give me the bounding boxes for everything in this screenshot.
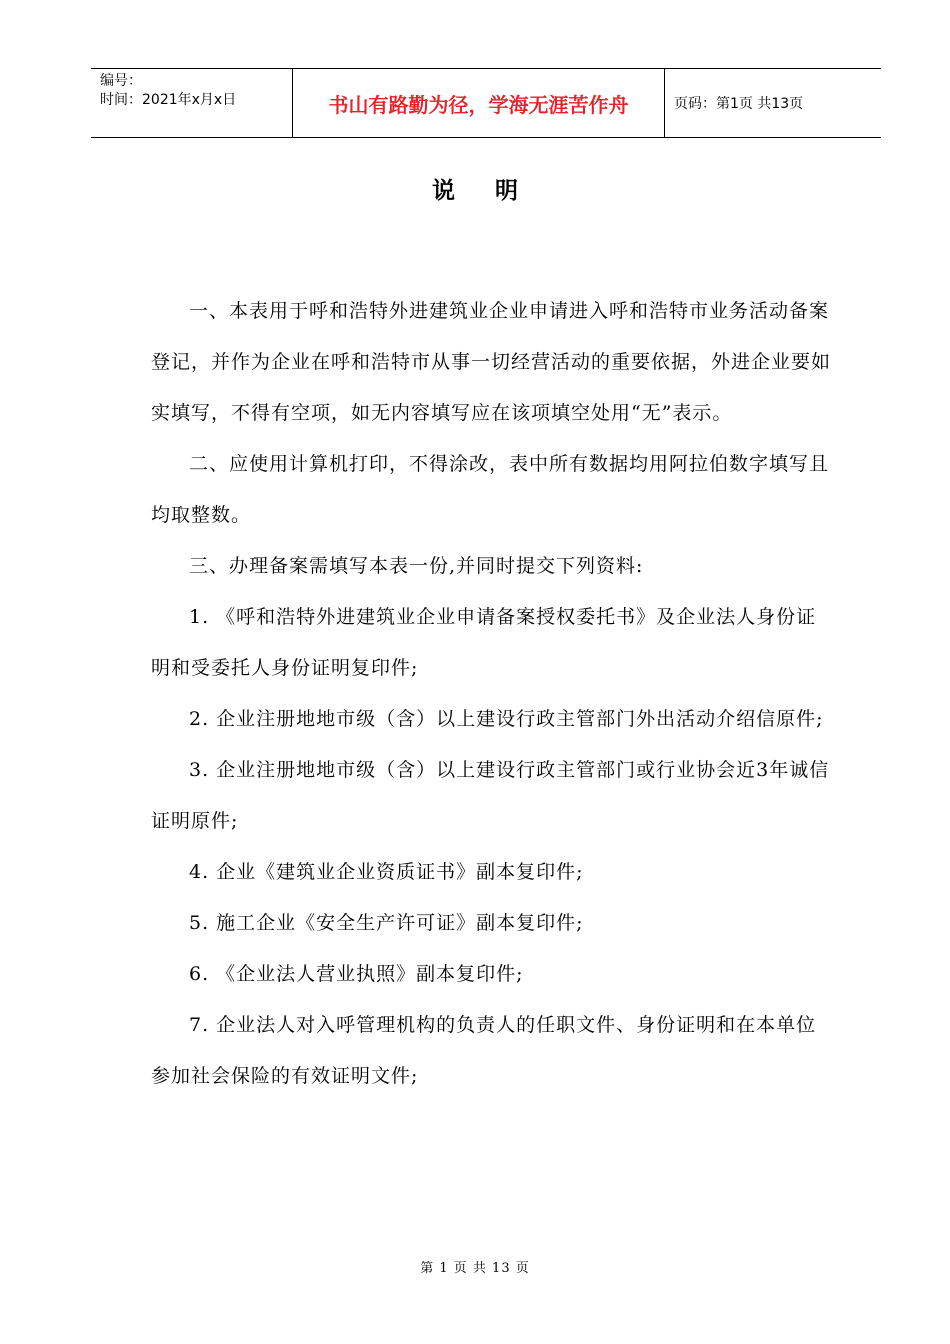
time-label: 时间：2021年x月x日: [100, 92, 237, 108]
motto: 书山有路勤为径，学海无涯苦作舟: [328, 92, 629, 117]
paragraph: 三、办理备案需填写本表一份,并同时提交下列资料:: [189, 555, 644, 577]
list-item: 3. 企业注册地地市级（含）以上建设行政主管部门或行业协会近3年诚信证明原件;: [151, 759, 830, 832]
page-title: 说明: [432, 178, 558, 204]
list-item: 1. 《呼和浩特外进建筑业企业申请备案授权委托书》及企业法人身份证明和受委托人身份证明复印件;: [151, 606, 817, 679]
list-item: 7. 企业法人对入呼管理机构的负责人的任职文件、身份证明和在本单位参加社会保险的有效证明文件;: [151, 1014, 817, 1087]
header-meta: [100, 72, 236, 110]
page-footer: 第 1 页 共 13 页: [420, 1261, 530, 1276]
code-label: 编号：: [100, 73, 142, 89]
list-item: 2. 企业注册地地市级（含）以上建设行政主管部门外出活动介绍信原件;: [189, 708, 824, 730]
list-item: 5. 施工企业《安全生产许可证》副本复印件;: [189, 912, 584, 934]
page-info: 页码：第1页 共13页: [674, 96, 804, 112]
paragraph: 二、应使用计算机打印，不得涂改，表中所有数据均用阿拉伯数字填写且均取整数。: [151, 453, 830, 526]
list-item: 6. 《企业法人营业执照》副本复印件;: [189, 963, 524, 985]
list-item: 4. 企业《建筑业企业资质证书》副本复印件;: [189, 861, 584, 883]
document-body: [151, 286, 831, 1102]
paragraph: 一、本表用于呼和浩特外进建筑业企业申请进入呼和浩特市业务活动备案登记，并作为企业在呼和浩特市从事一切经营活动的重要依据，外进企业要如实填写，不得有空项，如无内容填写应在该项填空处用“无”表示。: [151, 300, 832, 424]
header-divider: [664, 69, 665, 137]
header-table: [91, 68, 881, 138]
